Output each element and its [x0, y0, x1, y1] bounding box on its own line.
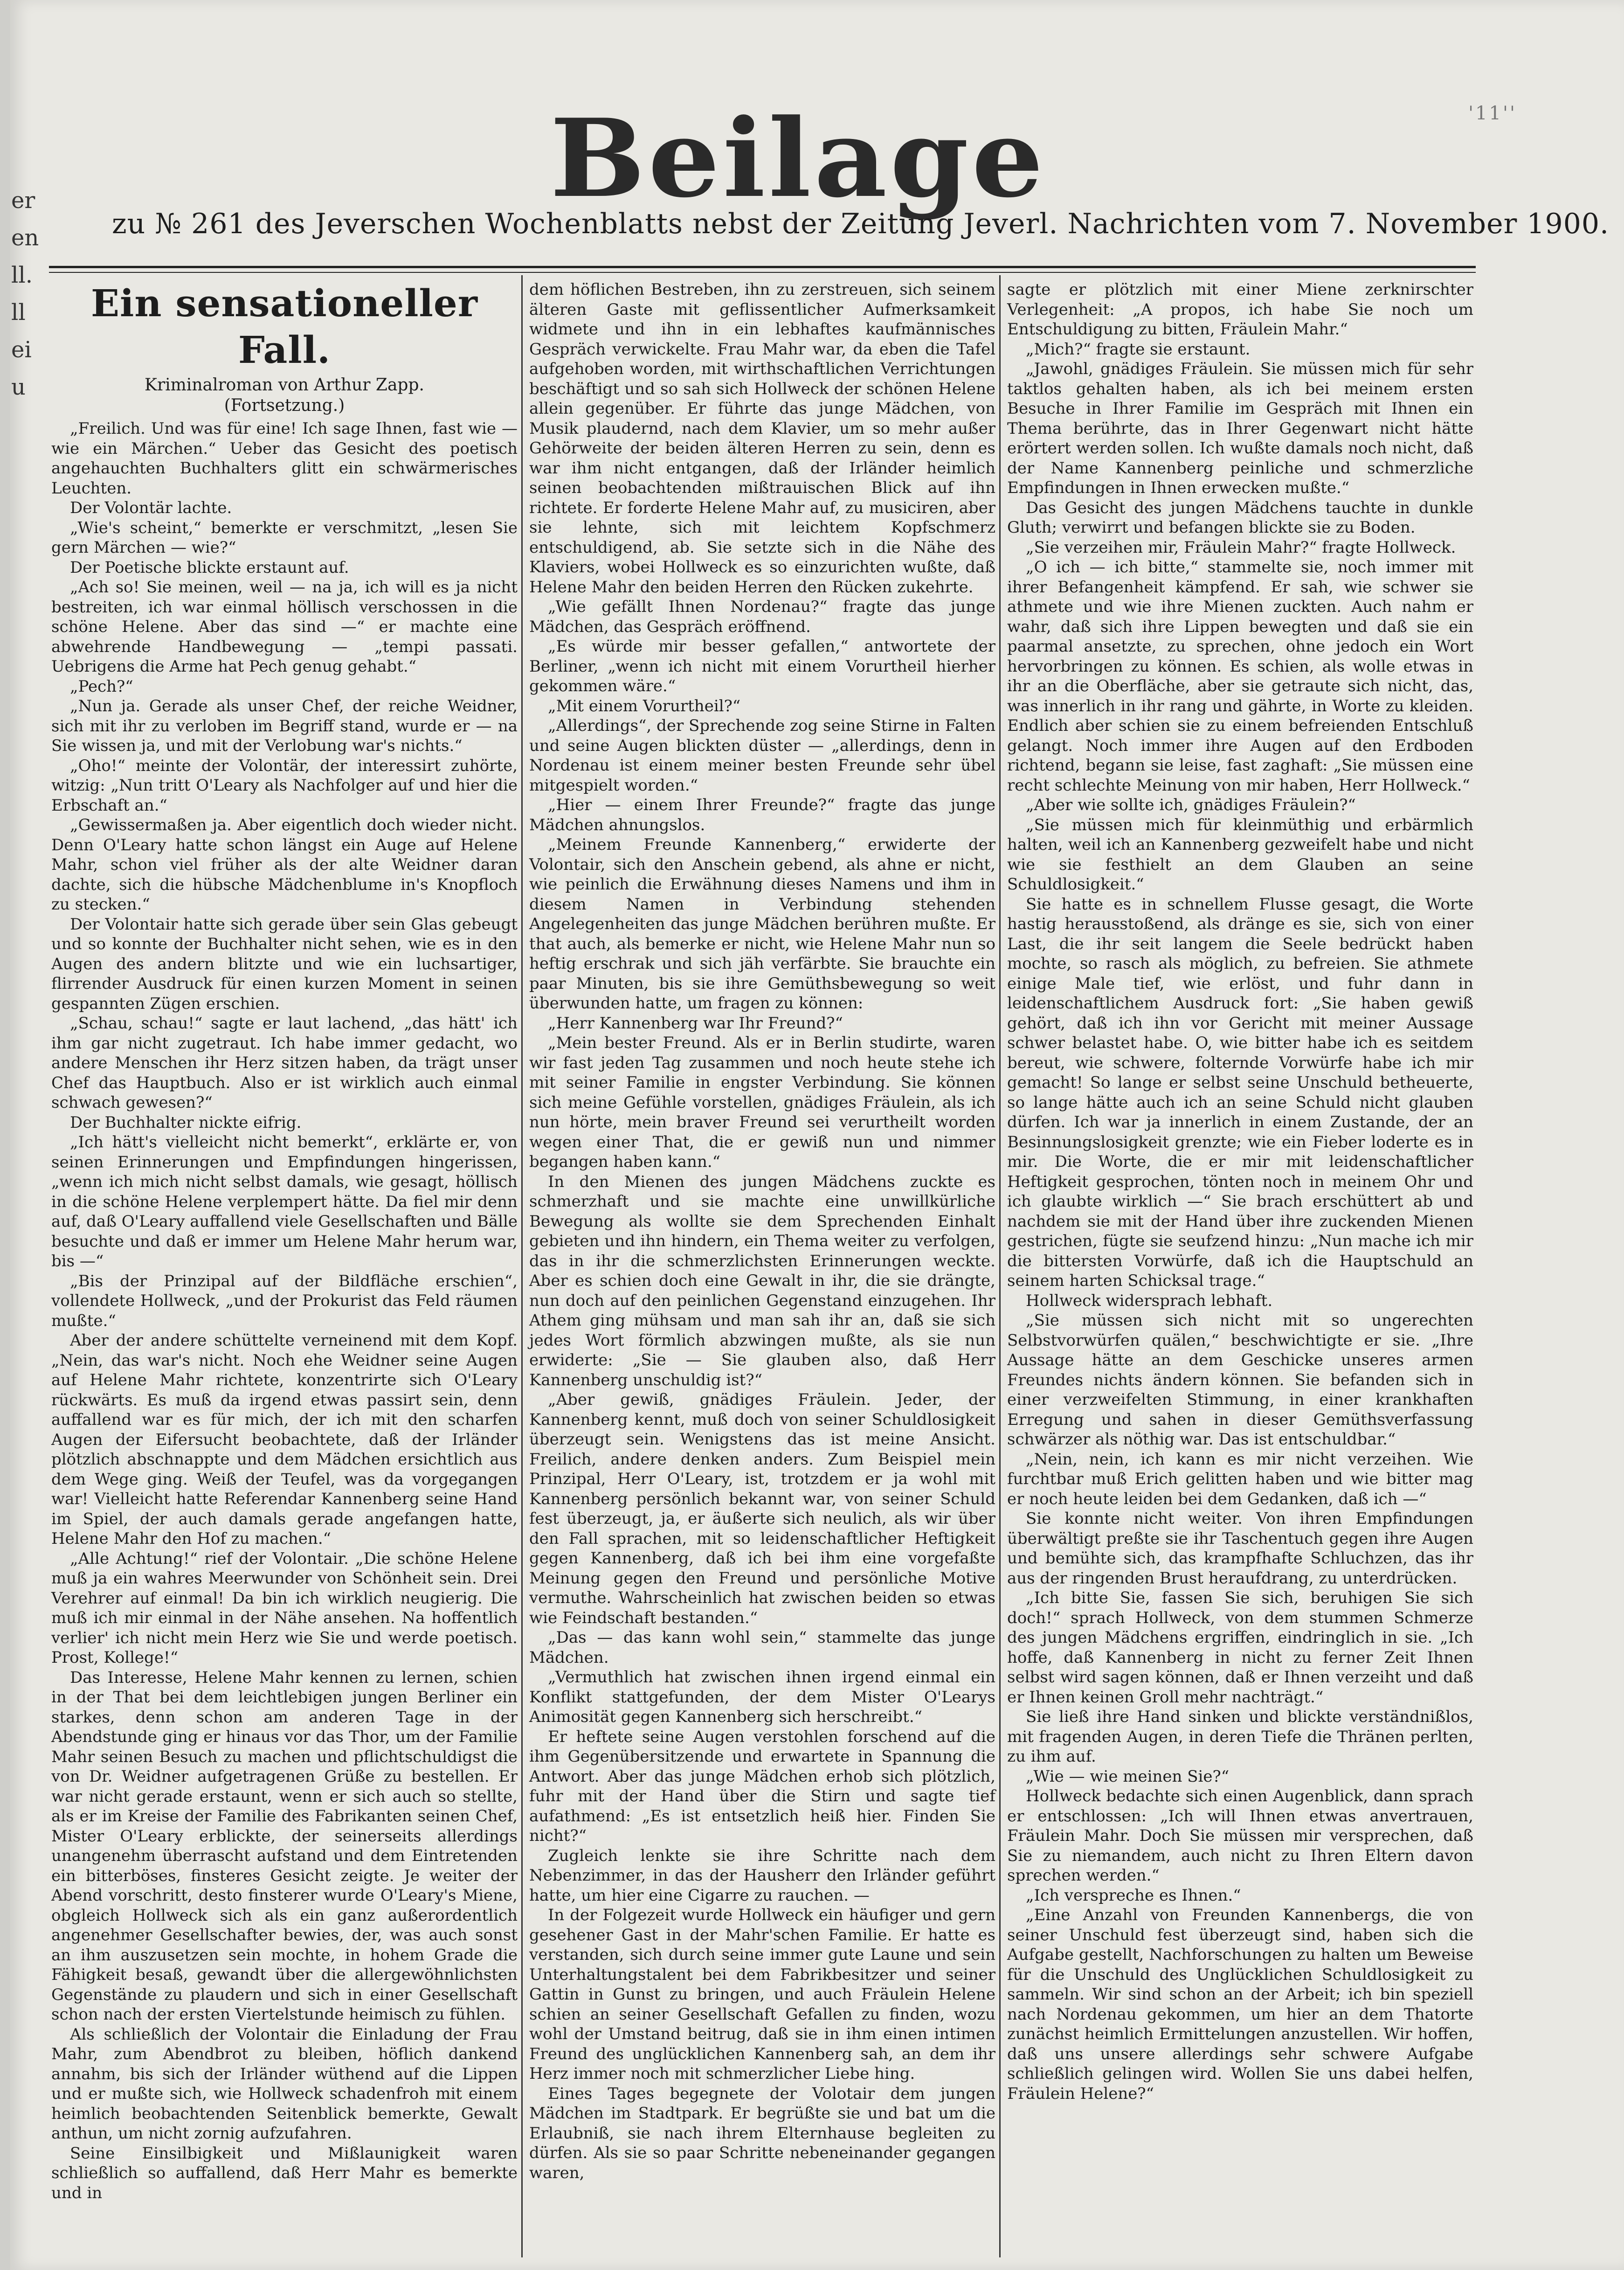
paragraph: „Schau, schau!“ sagte er laut lachend, „das hätt' ich ihm gar nicht zugetraut. Ich habe immer gedacht, wo andere Menschen ihr Herz sitzen haben, da trägt unser Chef das Hauptbuch. Also er ist wirklich auch einmal schwach gewesen?“: [51, 1014, 518, 1112]
paragraph: „Sie müssen sich nicht mit so ungerechten Selbstvorwürfen quälen,“ beschwichtigte er sie. „Ihre Aussage hätte an dem Geschicke unseres armen Freundes nichts ändern können. Sie befanden sich in einer verzweifelten Stimmung, in einer krankhaften Erregung und sahen in dieser Gemüthsverfassung schwärzer als nöthig war. Das ist entschuldbar.“: [1007, 1311, 1473, 1449]
paragraph: „Freilich. Und was für eine! Ich sage Ihnen, fast wie — wie ein Märchen.“ Ueber das Gesicht des poetisch angehauchten Buchhalters glitt ein schwärmerisches Leuchten.: [51, 419, 518, 498]
paragraph: Aber der andere schüttelte verneinend mit dem Kopf. „Nein, das war's nicht. Noch ehe Weidner seine Augen auf Helene Mahr richtete, konzentrirte sich O'Leary rückwärts. Es muß da irgend etwas passirt sein, denn auffallend war es für mich, der ich mit den scharfen Augen der Eifersucht beobachtete, daß der Irländer plötzlich abschnappte und dem Mädchen ersichtlich aus dem Wege ging. Weiß der Teufel, was da vorgegangen war! Vielleicht hatte Referendar Kannenberg seine Hand im Spiel, der auch damals gerade angefangen hatte, Helene Mahr den Hof zu machen.“: [51, 1331, 518, 1548]
issue-subline: zu № 261 des Jeverschen Wochenblatts nebst der Zeitung Jeverl. Nachrichten vom 7. November 1900.: [112, 208, 1610, 240]
paragraph: dem höflichen Bestreben, ihn zu zerstreuen, sich seinem älteren Gaste mit geflissentlicher Aufmerksamkeit widmete und ihn in ein lebhaftes kaufmännisches Gespräch verwickelte. Frau Mahr war, da eben die Tafel aufgehoben worden, mit wirthschaftlichen Verrichtungen beschäftigt und so sah sich Hollweck der schönen Helene allein gegenüber. Er führte das junge Mädchen, von Musik plaudernd, nach dem Klavier, um so mehr außer Gehörweite der beiden älteren Herren zu sein, denn es war ihm nicht entgangen, daß der Irländer heimlich seinen beobachtenden mißtrauischen Blick auf ihn richtete. Er forderte Helene Mahr auf, zu musiciren, aber sie lehnte, sich mit leichtem Kopfschmerz entschuldigend, ab. Sie setzte sich in die Nähe des Klaviers, wobei Hollweck es so einzurichten wußte, daß Helene Mahr den beiden Herren den Rücken zukehrte.: [529, 280, 995, 597]
paragraph: Der Volontär lachte.: [70, 499, 232, 517]
edge-fragment: er: [11, 187, 35, 214]
paragraph: Hollweck bedachte sich einen Augenblick, dann sprach er entschlossen: „Ich will Ihnen etwas anvertrauen, Fräulein Mahr. Doch Sie müssen mir versprechen, daß Sie zu niemandem, auch nicht zu Ihren Eltern davon sprechen werden.“: [1007, 1787, 1473, 1885]
paragraph: Sie hatte es in schnellem Flusse gesagt, die Worte hastig herausstoßend, als dränge es sie, sich von einer Last, die ihr seit langem die Seele bedrückt haben mochte, so rasch als möglich, zu befreien. Sie athmete einige Male tief, wie erlöst, und fuhr dann in leidenschaftlichem Ausdruck fort: „Sie haben gewiß gehört, daß ich ihn vor Gericht mit meiner Aussage schwer belastet habe. O, wie bitter habe ich es seitdem bereut, wie schwere, folternde Vorwürfe habe ich mir gemacht! So lange er selbst seine Unschuld betheuerte, so lange hätte auch ich an seine Schuld nicht glauben dürfen. Ich war ja innerlich in einem Zustande, der an Besinnungslosigkeit grenzte; wie ein Fieber loderte es in mir. Die Worte, die er mir mit leidenschaftlicher Heftigkeit gesprochen, tönten noch in meinem Ohr und ich glaubte wirklich —“ Sie brach erschüttert ab und nachdem sie mit der Hand über ihre zuckenden Mienen gestrichen, fügte sie seufzend hinzu: „Nun mache ich mir die bittersten Vorwürfe, daß ich die Hauptschuld an seinem harten Schicksal trage.“: [1007, 895, 1473, 1290]
paragraph: Das Gesicht des jungen Mädchens tauchte in dunkle Gluth; verwirrt und befangen blickte sie zu Boden.: [1007, 498, 1473, 537]
paragraph: „Bis der Prinzipal auf der Bildfläche erschien“, vollendete Hollweck, „und der Prokurist das Feld räumen mußte.“: [51, 1271, 518, 1330]
paragraph: „Sie verzeihen mir, Fräulein Mahr?“ fragte Hollweck.: [1026, 538, 1456, 557]
paragraph: „Aber wie sollte ich, gnädiges Fräulein?“: [1026, 796, 1356, 814]
paragraph: „Gewissermaßen ja. Aber eigentlich doch wieder nicht. Denn O'Leary hatte schon längst ein Auge auf Helene Mahr, schon viel früher als der alte Weidner daran dachte, sich die hübsche Mädchenblume in's Knopfloch zu stecken.“: [51, 816, 518, 914]
paragraph: Der Poetische blickte erstaunt auf.: [70, 558, 349, 577]
paragraph: Das Interesse, Helene Mahr kennen zu lernen, schien in der That bei dem leichtlebigen jungen Berliner ein starkes, denn schon am anderen Tage in der Abendstunde ging er hinaus vor das Thor, um der Familie Mahr seinen Besuch zu machen und pflichtschuldigst die von Dr. Weidner aufgetragenen Grüße zu bestellen. Er war nicht gerade erstaunt, wenn er sich auch so stellte, als er im Kreise der Familie des Fabrikanten seinen Chef, Mister O'Leary erblickte, der seinerseits allerdings unangenehm überrascht aufstand und dem Eintretenden ein bitterböses, finsteres Gesicht zeigte. Je weiter der Abend vorschritt, desto finsterer wurde O'Leary's Miene, obgleich Hollweck sich als ein ganz außerordentlich angenehmer Gesellschafter bewies, der, was auch sonst an ihm auszusetzen sein mochte, in hohem Grade die Fähigkeit besaß, gewandt über die allergewöhnlichsten Gegenstände zu plaudern und sich in einer Gesellschaft schon nach der ersten Viertelstunde heimisch zu fühlen.: [51, 1668, 518, 2024]
paragraph: Eines Tages begegnete der Volotair dem jungen Mädchen im Stadtpark. Er begrüßte sie und bat um die Erlaubniß, sie nach ihrem Elternhause begleiten zu dürfen. Als sie so paar Schritte nebeneinander gegangen waren,: [529, 2084, 995, 2182]
masthead-title: Beilage: [550, 96, 1046, 222]
paragraph: Der Buchhalter nickte eifrig.: [70, 1113, 302, 1132]
paragraph: „Hier — einem Ihrer Freunde?“ fragte das junge Mädchen ahnungslos.: [529, 796, 995, 834]
column-divider: [521, 275, 523, 2257]
paragraph: „Pech?“: [70, 677, 133, 696]
paragraph: „Mein bester Freund. Als er in Berlin studirte, waren wir fast jeden Tag zusammen und noch heute stehe ich mit seiner Familie in engster Verbindung. Sie können sich meine Gefühle vorstellen, gnädiges Fräulein, als ich nun hörte, mein braver Freund sei verurtheilt worden wegen einer That, die er gewiß nun und nimmer begangen haben kann.“: [529, 1034, 995, 1171]
paragraph: „Jawohl, gnädiges Fräulein. Sie müssen mich für sehr taktlos gehalten haben, als ich bei meinem ersten Besuche in Ihrer Familie im Gespräch mit Ihnen ein Thema berührte, das in Ihrer Gegenwart nicht hätte erörtert werden sollen. Ich wußte damals noch nicht, daß der Name Kannenberg peinliche und schmerzliche Empfindungen in Ihnen erwecken mußte.“: [1007, 360, 1473, 497]
story-subtitle: Kriminalroman von Arthur Zapp.: [145, 375, 424, 395]
paragraph: „Nein, nein, ich kann es mir nicht verzeihen. Wie furchtbar muß Erich gelitten haben und wie bitter mag er noch heute leiden bei dem Gedanken, daß ich —“: [1007, 1450, 1473, 1508]
paragraph: „Ich verspreche es Ihnen.“: [1026, 1886, 1241, 1905]
paragraph: „Alle Achtung!“ rief der Volontair. „Die schöne Helene muß ja ein wahres Meerwunder von Schönheit sein. Drei Verehrer auf einmal! Da bin ich wirklich neugierig. Die muß ich mir einmal in der Nähe ansehen. Na hoffentlich verlier' ich nicht mein Herz wie Sie und werde poetisch. Prost, Kollege!“: [51, 1549, 518, 1667]
paragraph: „Allerdings“, der Sprechende zog seine Stirne in Falten und seine Augen blickten düster — „allerdings, denn in Nordenau ist einem meiner besten Freunde sehr übel mitgespielt worden.“: [529, 716, 995, 795]
paragraph: „Es würde mir besser gefallen,“ antwortete der Berliner, „wenn ich nicht mit einem Vorurtheil hierher gekommen wäre.“: [529, 637, 995, 695]
paragraph: „Mit einem Vorurtheil?“: [548, 696, 741, 715]
header-rule-thin: [49, 272, 1476, 273]
edge-fragment: ll: [11, 299, 26, 326]
paragraph: „Herr Kannenberg war Ihr Freund?“: [548, 1014, 843, 1033]
paragraph: „Oho!“ meinte der Volontär, der interessirt zuhörte, witzig: „Nun tritt O'Leary als Nachfolger auf und hier die Erbschaft an.“: [51, 756, 518, 815]
edge-fragment: en: [11, 225, 39, 251]
paragraph: „Wie gefällt Ihnen Nordenau?“ fragte das junge Mädchen, das Gespräch eröffnend.: [529, 597, 995, 636]
paragraph: „Eine Anzahl von Freunden Kannenbergs, die von seiner Unschuld fest überzeugt sind, haben sich die Aufgabe gestellt, Nachforschungen zu halten um Beweise für die Unschuld des Unglücklichen Schuldlosigkeit zu sammeln. Wir sind schon an der Arbeit; ich bin speziell nach Nordenau gekommen, um hier an dem Thatorte zunächst heimlich Ermittelungen anzustellen. Wir hoffen, daß uns unsere allerdings sehr schwere Aufgabe schließlich gelingen wird. Wollen Sie uns dabei helfen, Fräulein Helene?“: [1007, 1906, 1473, 2103]
paragraph: Seine Einsilbigkeit und Mißlaunigkeit waren schließlich so auffallend, daß Herr Mahr es bemerkte und in: [51, 2144, 518, 2202]
story-title: Ein sensationeller Fall.: [91, 281, 478, 372]
paragraph: „Nun ja. Gerade als unser Chef, der reiche Weidner, sich mit ihr zu verloben im Begriff stand, wurde er — na Sie wissen ja, und mit der Verlobung war's nichts.“: [51, 697, 518, 755]
paragraph: „Ich hätt's vielleicht nicht bemerkt“, erklärte er, von seinen Erinnerungen und Empfindungen hingerissen, „wenn ich mich nicht selbst damals, wie gesagt, höllisch in die schöne Helene verplempert hätte. Da fiel mir denn auf, daß O'Leary auffallend viele Gesellschaften und Bälle besuchte und daß er immer um Helene Mahr herum war, bis —“: [51, 1133, 518, 1270]
paragraph: „Wie — wie meinen Sie?“: [1026, 1767, 1230, 1786]
paragraph: „Aber gewiß, gnädiges Fräulein. Jeder, der Kannenberg kennt, muß doch von seiner Schuldlosigkeit überzeugt sein. Wenigstens das ist meine Ansicht. Freilich, andere denken anders. Zum Beispiel mein Prinzipal, Herr O'Leary, ist, trotzdem er ja wohl mit Kannenberg persönlich bekannt war, von seiner Schuld fest überzeugt, ja, er äußerte sich neulich, als wir über den Fall sprachen, mit so leidenschaftlicher Heftigkeit gegen Kannenberg, daß ich bei ihm eine vorgefaßte Meinung gegen den Freund und persönliche Motive vermuthe. Wahrscheinlich hat zwischen beiden so etwas wie Feindschaft bestanden.“: [529, 1390, 995, 1627]
paragraph: Der Volontair hatte sich gerade über sein Glas gebeugt und so konnte der Buchhalter nicht sehen, wie es in den Augen des andern blitzte und wie ein luchsartiger, flirrender Ausdruck für einen kurzen Moment in seinen gespannten Zügen erschien.: [51, 915, 518, 1013]
paragraph: Zugleich lenkte sie ihre Schritte nach dem Nebenzimmer, in das der Hausherr den Irländer geführt hatte, um hier eine Cigarre zu rauchen. —: [529, 1846, 995, 1905]
paragraph: Hollweck widersprach lebhaft.: [1026, 1291, 1273, 1310]
paragraph: In den Mienen des jungen Mädchens zuckte es schmerzhaft und sie machte eine unwillkürliche Bewegung als wollte sie dem Sprechenden Einhalt gebieten und ihn hindern, ein Thema weiter zu verfolgen, das in ihr die schmerzlichsten Erinnerungen weckte. Aber es schien doch eine Gewalt in ihr, die sie drängte, nun doch auf den peinlichen Gegenstand einzugehen. Ihr Athem ging mühsam und man sah ihr an, daß sie sich jedes Wort förmlich abzwingen mußte, als sie nun erwiderte: „Sie — Sie glauben also, daß Herr Kannenberg unschuldig ist?“: [529, 1172, 995, 1389]
paragraph: Sie ließ ihre Hand sinken und blickte verständnißlos, mit fragenden Augen, in deren Tiefe die Thränen perlten, zu ihm auf.: [1007, 1708, 1473, 1766]
paragraph: „O ich — ich bitte,“ stammelte sie, noch immer mit ihrer Befangenheit kämpfend. Er sah, wie schwer sie athmete und wie ihre Mienen zuckten. Auch nahm er wahr, daß sich ihre Lippen bewegten und daß sie ein paarmal ansetzte, zu sprechen, ohne jedoch ein Wort hervorbringen zu können. Es schien, als wolle etwas in ihr an die Oberfläche, aber sie getraute sich nicht, das, was innerlich in ihr rang und gährte, in Worte zu kleiden. Endlich aber schien sie zu einem befreienden Entschluß gelangt. Noch immer ihre Augen auf den Erdboden richtend, begann sie leise, fast zaghaft: „Sie müssen eine recht schlechte Meinung von mir haben, Herr Hollweck.“: [1007, 558, 1473, 795]
column-divider: [999, 275, 1001, 2257]
article-column-1: [51, 280, 518, 2257]
paragraph: „Das — das kann wohl sein,“ stammelte das junge Mädchen.: [529, 1628, 995, 1667]
margin-mark: '11'': [1468, 103, 1517, 124]
paragraph: „Ich bitte Sie, fassen Sie sich, beruhigen Sie sich doch!“ sprach Hollweck, von dem stummen Schmerze des jungen Mädchens ergriffen, eindringlich in sie. „Ich hoffe, daß Kannenberg in nicht zu ferner Zeit Ihnen selbst wird sagen können, daß er Ihnen verzeiht und daß er Ihnen keinen Groll mehr nachträgt.“: [1007, 1589, 1473, 1707]
paragraph: „Sie müssen mich für kleinmüthig und erbärmlich halten, weil ich an Kannenberg gezweifelt habe und nicht wie sie festhielt an dem Glauben an seine Schuldlosigkeit.“: [1007, 815, 1473, 894]
paragraph: „Mich?“ fragte sie erstaunt.: [1026, 340, 1251, 359]
edge-fragment: u: [11, 374, 26, 400]
binding-edge: [0, 0, 10, 2270]
paragraph: Er heftete seine Augen verstohlen forschend auf die ihm Gegenübersitzende und erwartete in Spannung die Antwort. Aber das junge Mädchen erhob sich plötzlich, fuhr mit der Hand über die Stirn und sagte tief aufathmend: „Es ist entsetzlich heiß hier. Finden Sie nicht?“: [529, 1727, 995, 1845]
article-column-2: [529, 280, 995, 2257]
paragraph: Sie konnte nicht weiter. Von ihren Empfindungen überwältigt preßte sie ihr Taschentuch gegen ihre Augen und bemühte sich, das krampfhafte Schluchzen, das ihr aus der ringenden Brust heraufdrang, zu unterdrücken.: [1007, 1509, 1473, 1588]
paragraph: „Vermuthlich hat zwischen ihnen irgend einmal ein Konflikt stattgefunden, der dem Mister O'Learys Animosität gegen Kannenberg sich herschreibt.“: [529, 1668, 995, 1726]
edge-fragment: ei: [11, 337, 32, 363]
paragraph: Als schließlich der Volontair die Einladung der Frau Mahr, zum Abendbrot zu bleiben, höflich dankend annahm, bis sich der Irländer wüthend auf die Lippen und er mußte sich, wie Hollweck schadenfroh mit einem heimlich beobachtenden Seitenblick bemerkte, Gewalt anthun, um nicht zornig aufzufahren.: [51, 2025, 518, 2143]
paragraph: sagte er plötzlich mit einer Miene zerknirschter Verlegenheit: „A propos, ich habe Sie noch um Entschuldigung zu bitten, Fräulein Mahr.“: [1007, 280, 1473, 339]
paragraph: „Meinem Freunde Kannenberg,“ erwiderte der Volontair, sich den Anschein gebend, als ahne er nicht, wie peinlich die Erwähnung dieses Namens und ihm in diesem Namen in Verbindung stehenden Angelegenheiten das junge Mädchen berühren mußte. Er that auch, als bemerke er nicht, wie Helene Mahr nun so heftig erschrak und sich jäh verfärbte. Sie brauchte ein paar Minuten, bis sie ihre Gemüthsbewegung so weit überwunden hatte, um fragen zu können:: [529, 835, 995, 1013]
paragraph: „Ach so! Sie meinen, weil — na ja, ich will es ja nicht bestreiten, ich war einmal höllisch verschossen in die schöne Helene. Aber das sind —“ er machte eine abwehrende Handbewegung — „tempi passati. Uebrigens die Arme hat Pech genug gehabt.“: [51, 578, 518, 676]
header-rule: [49, 266, 1476, 268]
article-column-3: [1007, 280, 1473, 2257]
adjacent-page-fragments: [11, 182, 39, 406]
paragraph: In der Folgezeit wurde Hollweck ein häufiger und gern gesehener Gast in der Mahr'schen Familie. Er hatte es verstanden, sich durch seine immer gute Laune und sein Unterhaltungstalent bei dem Fabrikbesitzer und seiner Gattin in Gunst zu bringen, und auch Fräulein Helene schien an seiner Gesellschaft Gefallen zu finden, wozu wohl der Umstand beitrug, daß sie in ihm einen intimen Freund des unglücklichen Kannenberg sah, an dem ihr Herz immer noch mit schmerzlicher Liebe hing.: [529, 1906, 995, 2083]
edge-fragment: ll.: [11, 262, 33, 288]
paragraph: „Wie's scheint,“ bemerkte er verschmitzt, „lesen Sie gern Märchen — wie?“: [51, 518, 518, 557]
story-continuation-note: (Fortsetzung.): [224, 396, 345, 415]
